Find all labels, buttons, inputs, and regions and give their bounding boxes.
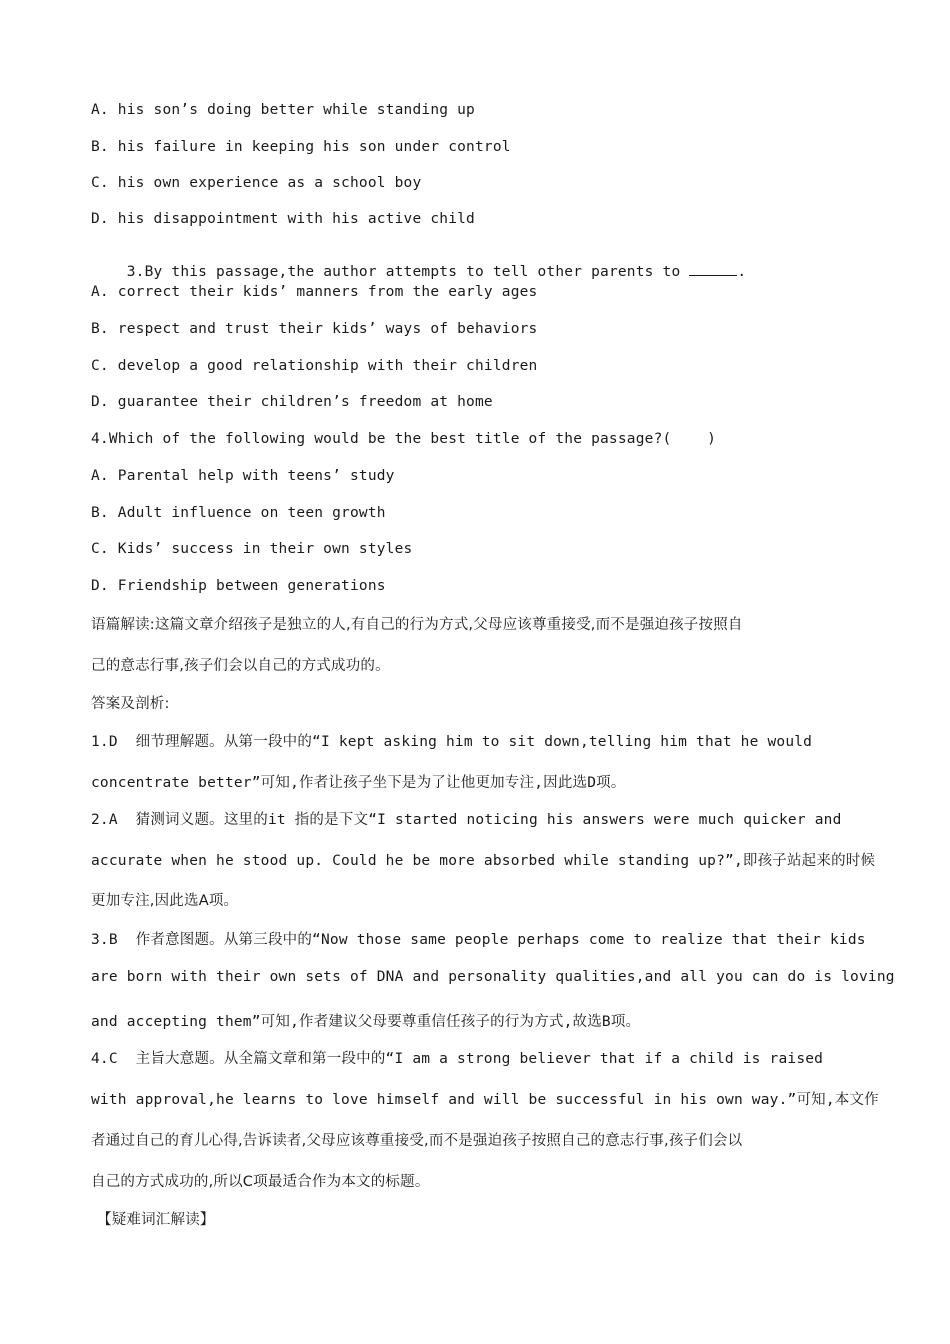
q3-option-a: A. correct their kids’ manners from the early ages: [91, 284, 538, 300]
q2-option-c: C. his own experience as a school boy: [91, 175, 422, 191]
q3-stem-text: 3.By this passage,the author attempts to tell other parents to: [126, 264, 681, 280]
q4-option-d: D. Friendship between generations: [91, 578, 386, 594]
q2-option-b: B. his failure in keeping his son under control: [91, 139, 511, 155]
answer-4-line-3: 者通过自己的育儿心得,告诉读者,父母应该尊重接受,而不是强迫孩子按照自己的意志行事,孩子们会以: [91, 1133, 743, 1149]
answer-2-line-2: accurate when he stood up. Could he be more absorbed while standing up?”,即孩子站起来的时候: [91, 853, 876, 869]
answer-4-line-1: 4.C 主旨大意题。从全篇文章和第一段中的“I am a strong believer that if a child is raised: [91, 1051, 824, 1067]
answer-1-line-2: concentrate better”可知,作者让孩子坐下是为了让他更加专注,因此选D项。: [91, 775, 626, 791]
answer-2-line-3: 更加专注,因此选A项。: [91, 893, 239, 909]
answer-3-line-2: are born with their own sets of DNA and personality qualities,and all you can do is loving: [91, 969, 895, 985]
q4-option-c: C. Kids’ success in their own styles: [91, 541, 413, 557]
answer-4-line-2: with approval,he learns to love himself and will be successful in his own way.”可知,本文作: [91, 1092, 879, 1108]
q3-option-c: C. develop a good relationship with their children: [91, 358, 538, 374]
answer-3-line-3: and accepting them”可知,作者建议父母要尊重信任孩子的行为方式,故选B项。: [91, 1014, 641, 1030]
q3-stem-end: .: [737, 264, 747, 280]
vocab-heading: 【疑难词汇解读】: [97, 1212, 215, 1228]
q4-option-a: A. Parental help with teens’ study: [91, 468, 395, 484]
answer-3-line-1: 3.B 作者意图题。从第三段中的“Now those same people perhaps come to realize that their kids: [91, 932, 866, 948]
answer-1-line-1: 1.D 细节理解题。从第一段中的“I kept asking him to sit down,telling him that he would: [91, 734, 813, 750]
answers-heading: 答案及剖析:: [91, 696, 170, 712]
q4-stem: 4.Which of the following would be the best title of the passage?( ): [91, 431, 717, 447]
q2-option-d: D. his disappointment with his active child: [91, 211, 475, 227]
answer-blank: [689, 263, 737, 276]
answer-2-line-1: 2.A 猜测词义题。这里的it 指的是下文“I started noticing his answers were much quicker and: [91, 812, 842, 828]
passage-analysis-line-1: 语篇解读:这篇文章介绍孩子是独立的人,有自己的行为方式,父母应该尊重接受,而不是强迫孩子按照自: [91, 617, 743, 633]
q3-option-d: D. guarantee their children’s freedom at home: [91, 394, 493, 410]
q2-option-a: A. his son’s doing better while standing up: [91, 102, 475, 118]
answer-4-line-4: 自己的方式成功的,所以C项最适合作为本文的标题。: [91, 1174, 430, 1190]
q3-option-b: B. respect and trust their kids’ ways of behaviors: [91, 321, 538, 337]
q4-option-b: B. Adult influence on teen growth: [91, 505, 386, 521]
passage-analysis-line-2: 己的意志行事,孩子们会以自己的方式成功的。: [91, 658, 390, 674]
